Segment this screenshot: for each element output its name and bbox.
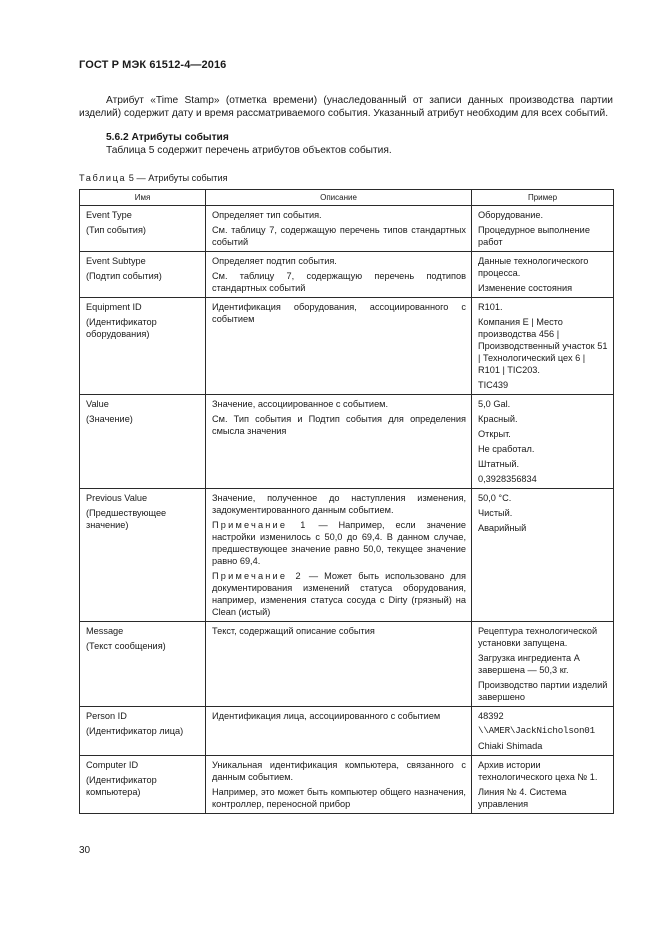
- section-number: 5.6.2: [106, 132, 129, 143]
- example-line: Производство партии изделий завершено: [478, 680, 608, 702]
- row-example-cell: [472, 489, 614, 622]
- description-line: Определяет подтип события.: [212, 256, 337, 266]
- intro-paragraph: [79, 94, 613, 121]
- table-row: [80, 489, 614, 622]
- example-line: Красный.: [478, 414, 518, 424]
- attribute-name-ru: (Подтип события): [86, 271, 162, 281]
- row-description-cell: [206, 756, 472, 814]
- section-title: Атрибуты события: [131, 132, 229, 143]
- attribute-name-ru: (Текст сообщения): [86, 641, 166, 651]
- table-caption-prefix: Таблица: [79, 173, 127, 183]
- attribute-name-ru: (Идентификатор компьютера): [86, 775, 157, 797]
- table-caption-title: — Атрибуты события: [136, 173, 228, 183]
- example-line: Данные технологического процесса.: [478, 256, 589, 278]
- example-line: Chiaki Shimada: [478, 741, 543, 751]
- example-line: 5,0 Gal.: [478, 399, 511, 409]
- section-text: Таблица 5 содержит перечень атрибутов объектов события.: [106, 145, 392, 157]
- attribute-name-ru: (Идентификатор оборудования): [86, 317, 157, 339]
- attribute-name: Equipment ID: [86, 302, 142, 312]
- attribute-name: Previous Value: [86, 493, 148, 503]
- row-name-cell: [80, 622, 206, 707]
- example-line: Компания E | Место производства 456 | Производственный участок 51 | Технологический цех 6 | R101 | TIC203.: [478, 317, 608, 375]
- example-line: Линия № 4. Система управления: [478, 787, 567, 809]
- table-header-row: [80, 190, 614, 206]
- description-line: Текст, содержащий описание события: [212, 626, 375, 636]
- row-description-cell: [206, 206, 472, 252]
- example-line: Загрузка ингредиента А завершена — 50,3 кг.: [478, 653, 580, 675]
- row-example-cell: [472, 206, 614, 252]
- row-description-cell: [206, 707, 472, 756]
- example-line: Не сработал.: [478, 444, 535, 454]
- example-line: Аварийный: [478, 523, 527, 533]
- attribute-name: Event Subtype: [86, 256, 146, 266]
- row-name-cell: [80, 252, 206, 298]
- example-line: Оборудование.: [478, 210, 544, 220]
- note-2: [212, 570, 466, 618]
- description-line: Идентификация оборудования, ассоциированного с событием: [212, 302, 466, 324]
- table-row: [80, 252, 614, 298]
- description-line: См. таблицу 7, содержащую перечень подтипов стандартных событий: [212, 271, 466, 293]
- example-line: 48392: [478, 711, 504, 721]
- row-name-cell: [80, 395, 206, 489]
- row-description-cell: [206, 252, 472, 298]
- row-name-cell: [80, 298, 206, 395]
- example-line: Чистый.: [478, 508, 513, 518]
- row-example-cell: [472, 622, 614, 707]
- table-caption-number: 5: [128, 173, 134, 183]
- example-line: Открыт.: [478, 429, 511, 439]
- header-example: Пример: [472, 190, 614, 206]
- row-description-cell: [206, 489, 472, 622]
- attribute-name-ru: (Значение): [86, 414, 133, 424]
- note-1-text: — Например, если значение настройки изменилось с 50,0 до 69,4. В данном случае, предшествующее значение равно 50,0, текущее значение равно 69,4.: [212, 520, 466, 566]
- table-row: [80, 206, 614, 252]
- table-row: [80, 756, 614, 814]
- header-description: Описание: [206, 190, 472, 206]
- example-line: TIC439: [478, 380, 509, 390]
- attribute-name: Value: [86, 399, 109, 409]
- attribute-name: Person ID: [86, 711, 127, 721]
- section-heading: [106, 131, 392, 158]
- attributes-table: [79, 189, 614, 814]
- row-name-cell: [80, 756, 206, 814]
- intro-paragraph-text: Атрибут «Time Stamp» (отметка времени) (унаследованный от записи данных производства партии изделий) содержит дату и время рассматриваемого события. Указанный атрибут необходим для всех событий.: [79, 95, 613, 120]
- note-2-text: — Может быть использовано для документирования изменений статуса оборудования, например, изменения статуса сосуда с Dirty (грязный) на Clean (истый): [212, 571, 466, 617]
- description-line: Например, это может быть компьютер общего назначения, контроллер, переносной прибор: [212, 787, 466, 809]
- description-line: Значение, ассоциированное с событием.: [212, 399, 389, 409]
- example-line: R101.: [478, 302, 503, 312]
- attribute-name: Event Type: [86, 210, 132, 220]
- row-name-cell: [80, 707, 206, 756]
- example-line: Рецептура технологической установки запущена.: [478, 626, 598, 648]
- attribute-name-ru: (Предшествующее значение): [86, 508, 167, 530]
- example-line: \\AMER\JackNicholson01: [478, 725, 595, 736]
- note-1-label: Примечание 1: [212, 520, 308, 530]
- description-line: См. таблицу 7, содержащую перечень типов стандартных событий: [212, 225, 466, 247]
- row-example-cell: [472, 707, 614, 756]
- example-line: 0,3928356834: [478, 474, 537, 484]
- row-description-cell: [206, 395, 472, 489]
- document-standard-header: ГОСТ Р МЭК 61512-4—2016: [79, 59, 227, 71]
- attribute-name: Message: [86, 626, 124, 636]
- note-2-label: Примечание 2: [212, 571, 303, 581]
- row-description-cell: [206, 622, 472, 707]
- description-line: Уникальная идентификация компьютера, связанного с данным событием.: [212, 760, 466, 782]
- example-line: 50,0 °С.: [478, 493, 512, 503]
- example-line: Архив истории технологического цеха № 1.: [478, 760, 598, 782]
- row-name-cell: [80, 489, 206, 622]
- note-1: [212, 519, 466, 567]
- row-example-cell: [472, 252, 614, 298]
- header-name: Имя: [80, 190, 206, 206]
- table-row: [80, 622, 614, 707]
- description-line: Определяет тип события.: [212, 210, 322, 220]
- row-example-cell: [472, 756, 614, 814]
- description-line: Идентификация лица, ассоциированного с событием: [212, 711, 441, 721]
- row-name-cell: [80, 206, 206, 252]
- attribute-name-ru: (Идентификатор лица): [86, 726, 184, 736]
- table-row: [80, 395, 614, 489]
- row-example-cell: [472, 395, 614, 489]
- example-line: Процедурное выполнение работ: [478, 225, 590, 247]
- page-number: 30: [79, 845, 91, 856]
- example-line: Штатный.: [478, 459, 520, 469]
- description-line: См. Тип события и Подтип события для определения смысла значения: [212, 414, 466, 436]
- example-line: Изменение состояния: [478, 283, 573, 293]
- row-description-cell: [206, 298, 472, 395]
- table-row: [80, 298, 614, 395]
- row-example-cell: [472, 298, 614, 395]
- attribute-name: Computer ID: [86, 760, 139, 770]
- attribute-name-ru: (Тип события): [86, 225, 146, 235]
- table-row: [80, 707, 614, 756]
- description-line: Значение, полученное до наступления изменения, задокументированного данным событием.: [212, 493, 466, 515]
- table-caption: [79, 173, 228, 183]
